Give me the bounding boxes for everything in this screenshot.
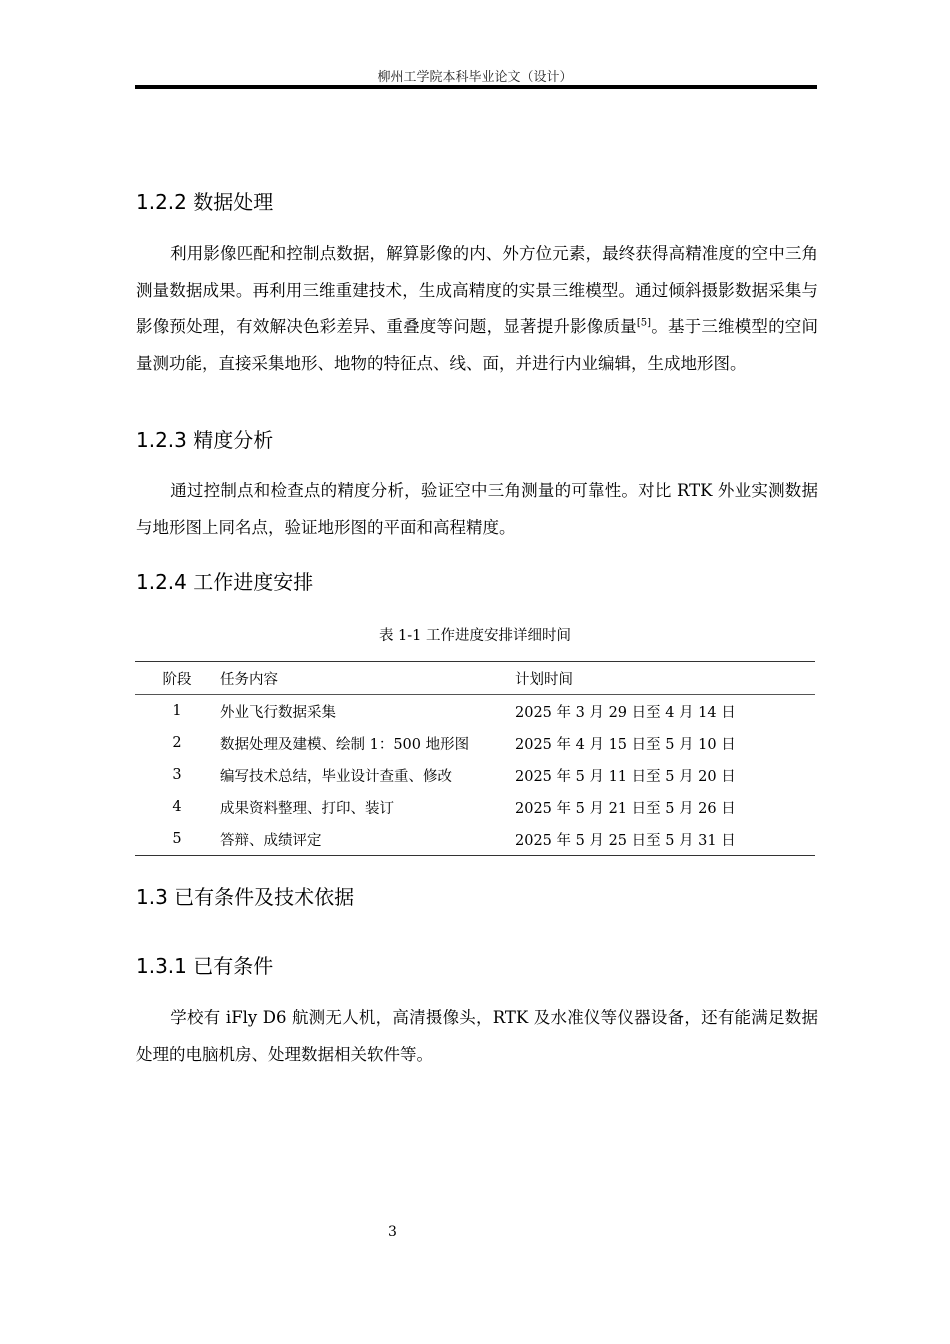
heading-1-2-2: 1.2.2 数据处理 — [136, 190, 274, 214]
cell-stage: 2 — [172, 735, 182, 751]
table-row — [135, 823, 815, 856]
heading-1-3-1: 1.3.1 已有条件 — [136, 954, 274, 978]
paragraph-existing-conditions — [136, 1000, 818, 1073]
table-row — [135, 791, 815, 823]
cell-stage: 4 — [172, 799, 182, 815]
cell-task: 答辩、成绩评定 — [220, 832, 322, 849]
paragraph-text: 利用影像匹配和控制点数据，解算影像的内、外方位元素，最终获得高精准度的空中三角测量数据成果。再利用三维重建技术，生成高精度的实景三维模型。通过倾斜摄影数据采集与影像预处理，有效解决色彩差异、重叠度等问题，显著提升影像质量 — [136, 244, 818, 336]
cell-task: 成果资料整理、打印、装订 — [220, 800, 394, 817]
cell-time: 2025 年 5 月 25 日至 5 月 31 日 — [515, 832, 736, 849]
heading-1-2-3: 1.2.3 精度分析 — [136, 428, 274, 452]
table-row — [135, 727, 815, 759]
heading-1-2-4: 1.2.4 工作进度安排 — [136, 570, 314, 594]
paragraph-accuracy-analysis — [136, 473, 818, 546]
schedule-table — [135, 661, 815, 856]
cell-time: 2025 年 5 月 11 日至 5 月 20 日 — [515, 768, 736, 785]
col-header-task: 任务内容 — [220, 671, 278, 688]
cell-stage: 3 — [172, 767, 182, 783]
paragraph-data-processing — [136, 236, 818, 382]
header-rule — [135, 85, 817, 89]
cell-stage: 5 — [172, 831, 182, 847]
col-header-stage: 阶段 — [162, 671, 192, 688]
paragraph-text: 。基于三维模型的空间量测功能，直接采集地形、地物的特征点、线、面，并进行内业编辑，生成地形图。 — [136, 317, 819, 373]
paragraph-text: 学校有 iFly D6 航测无人机，高清摄像头，RTK 及水准仪等仪器设备，还有能满足数据处理的电脑机房、处理数据相关软件等。 — [136, 1008, 818, 1064]
page-number: 3 — [388, 1224, 397, 1240]
cell-time: 2025 年 5 月 21 日至 5 月 26 日 — [515, 800, 736, 817]
col-header-time: 计划时间 — [515, 671, 573, 688]
cell-task: 数据处理及建模、绘制 1：500 地形图 — [220, 736, 470, 753]
table-row — [135, 759, 815, 791]
table-header-row — [135, 662, 815, 695]
cell-stage: 1 — [172, 703, 182, 719]
running-header: 柳州工学院本科毕业论文（设计） — [377, 70, 573, 85]
cell-time: 2025 年 3 月 29 日至 4 月 14 日 — [515, 704, 736, 721]
table-caption: 表 1-1 工作进度安排详细时间 — [378, 628, 572, 644]
citation: [5] — [636, 317, 652, 329]
heading-1-3: 1.3 已有条件及技术依据 — [136, 885, 355, 909]
cell-task: 编写技术总结，毕业设计查重、修改 — [220, 768, 452, 785]
cell-time: 2025 年 4 月 15 日至 5 月 10 日 — [515, 736, 736, 753]
cell-task: 外业飞行数据采集 — [220, 704, 336, 721]
paragraph-text: 通过控制点和检查点的精度分析，验证空中三角测量的可靠性。对比 RTK 外业实测数据与地形图上同名点，验证地形图的平面和高程精度。 — [136, 481, 818, 537]
table-row — [135, 695, 815, 728]
